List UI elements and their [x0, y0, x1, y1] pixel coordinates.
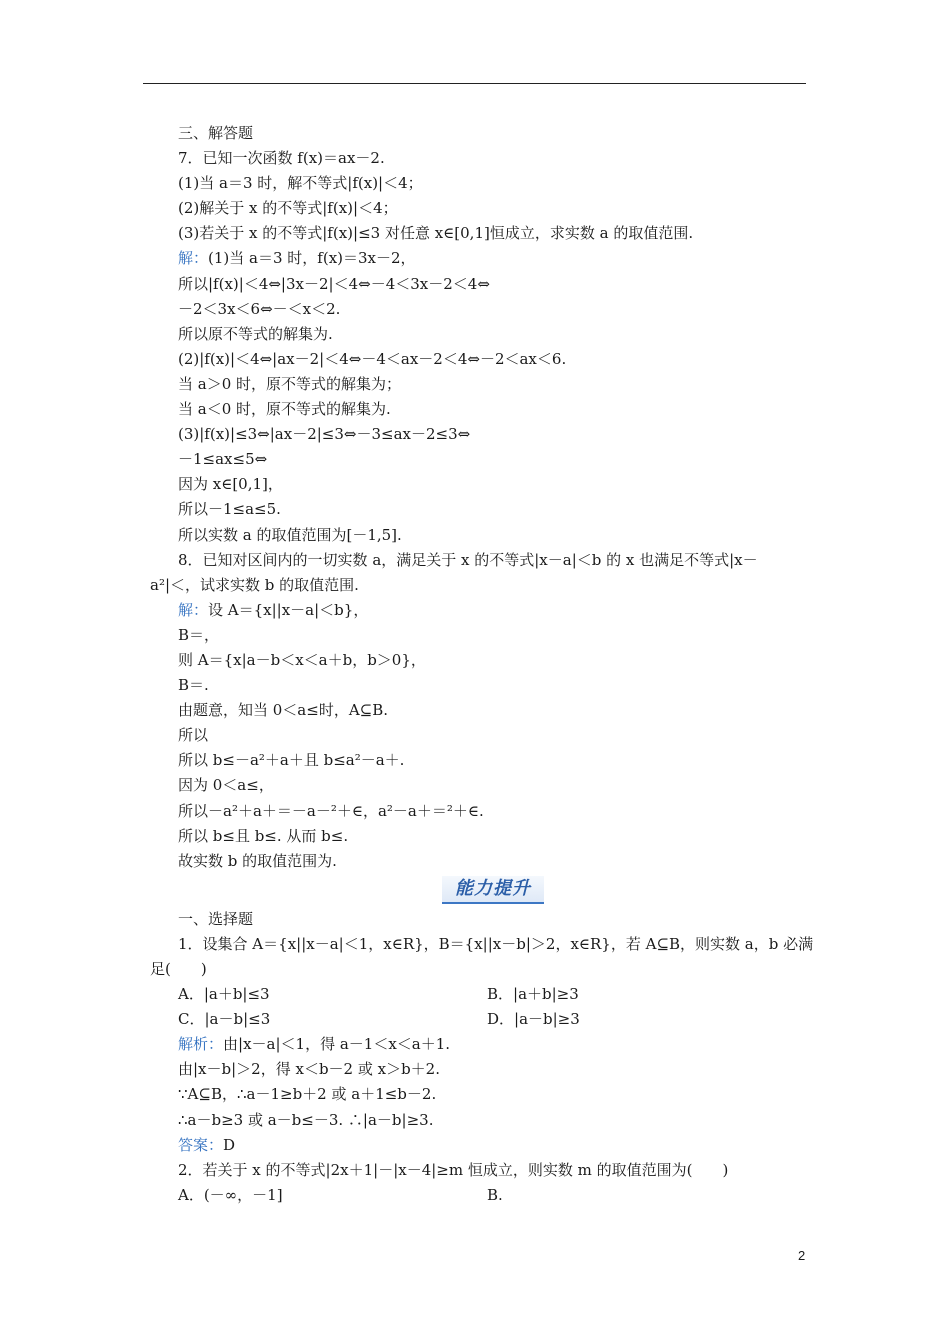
line-text: D — [223, 1135, 236, 1154]
text-line — [150, 748, 806, 773]
line-text: 由|x－b|＞2，得 x＜b－2 或 x＞b＋2. — [178, 1060, 440, 1079]
solutions-section — [150, 121, 806, 874]
line-text: a²|＜，试求实数 b 的取值范围. — [150, 575, 359, 594]
option-right: B. — [487, 1185, 503, 1204]
answer-label: 解： — [178, 249, 209, 268]
page-number: 2 — [798, 1248, 806, 1263]
line-text: 2．若关于 x 的不等式|2x＋1|－|x－4|≥m 恒成立，则实数 m 的取值范围为( ) — [178, 1160, 729, 1179]
answer-label: 解： — [178, 600, 209, 619]
line-text: 所以|f(x)|＜4⇔|3x－2|＜4⇔－4＜3x－2＜4⇔ — [178, 274, 490, 293]
line-text: A．|a＋b|≤3 — [178, 985, 270, 1004]
line-text: 当 a＜0 时，原不等式的解集为. — [178, 400, 391, 419]
line-text: －2＜3x＜6⇔－＜x＜2. — [178, 299, 341, 318]
text-line — [150, 246, 806, 271]
text-line — [150, 849, 806, 874]
answer-label: 答案： — [178, 1135, 224, 1154]
text-line — [150, 322, 806, 347]
option-right: B．|a＋b|≥3 — [487, 985, 579, 1004]
text-line — [150, 982, 806, 1007]
line-text: ∴a－b≥3 或 a－b≤－3. ∴|a－b|≥3. — [178, 1110, 434, 1129]
line-text: 所以－a²＋a＋＝－a－²＋∈，a²－a＋＝²＋∈. — [178, 801, 484, 820]
line-text: 三、解答题 — [178, 124, 254, 142]
text-line — [150, 548, 806, 573]
text-line — [150, 1158, 806, 1183]
line-text: 1．设集合 A＝{x||x－a|＜1，x∈R}，B＝{x||x－b|＞2，x∈R}，若 A⊆B，则实数 a，b 必满 — [178, 934, 814, 953]
text-line — [150, 648, 806, 673]
text-line — [150, 799, 806, 824]
line-text: 所以 — [178, 726, 209, 745]
text-line — [150, 297, 806, 322]
text-line — [150, 773, 806, 798]
ability-banner — [442, 876, 544, 904]
line-text: 所以－1≤a≤5. — [178, 500, 281, 519]
banner-title: 能力提升 — [455, 877, 531, 899]
document-body — [150, 121, 814, 1208]
text-line — [150, 272, 806, 297]
line-text: 故实数 b 的取值范围为. — [178, 851, 337, 870]
text-line — [150, 372, 806, 397]
text-line — [150, 1007, 806, 1032]
line-text: 所以 b≤且 b≤. 从而 b≤. — [178, 826, 349, 845]
line-text: 所以实数 a 的取值范围为[－1,5]. — [178, 525, 402, 544]
line-text: 8．已知对区间内的一切实数 a，满足关于 x 的不等式|x－a|＜b 的 x 也满足不等式|x－ — [178, 550, 758, 569]
line-text: (3)|f(x)|≤3⇔|ax－2|≤3⇔－3≤ax－2≤3⇔ — [178, 425, 471, 444]
text-line — [150, 723, 806, 748]
text-line — [150, 397, 806, 422]
line-text: ∵A⊆B，∴a－1≥b＋2 或 a＋1≤b－2. — [178, 1085, 437, 1104]
text-line — [150, 1183, 806, 1208]
answer-label: 解析： — [178, 1035, 224, 1054]
text-line — [150, 573, 806, 598]
text-line — [150, 1108, 806, 1133]
line-text: 所以原不等式的解集为. — [178, 324, 333, 343]
text-line — [150, 1057, 806, 1082]
text-line — [150, 497, 806, 522]
text-line — [150, 1133, 806, 1158]
text-line — [150, 196, 806, 221]
text-line — [150, 422, 806, 447]
ability-banner-row — [150, 874, 806, 907]
line-text: B＝， — [178, 625, 220, 644]
text-line — [150, 472, 806, 497]
line-text: 由题意，知当 0＜a≤时，A⊆B. — [178, 701, 389, 720]
text-line — [150, 1082, 806, 1107]
header-rule — [143, 83, 806, 84]
line-text: 所以 b≤－a²＋a＋且 b≤a²－a＋. — [178, 751, 405, 770]
text-line — [150, 447, 806, 472]
line-text: C．|a－b|≤3 — [178, 1010, 271, 1029]
text-line — [150, 221, 806, 246]
text-line — [150, 1032, 806, 1057]
text-line — [150, 907, 806, 932]
line-text: (2)|f(x)|＜4⇔|ax－2|＜4⇔－4＜ax－2＜4⇔－2＜ax＜6. — [178, 349, 567, 368]
text-line — [150, 673, 806, 698]
line-text: 7．已知一次函数 f(x)＝ax－2. — [178, 149, 385, 168]
text-line — [150, 932, 814, 957]
choice-section — [150, 907, 814, 1208]
option-right: D．|a－b|≥3 — [487, 1010, 580, 1029]
line-text: (1)当 a＝3 时，解不等式|f(x)|＜4； — [178, 174, 423, 193]
text-line — [150, 347, 806, 372]
line-text: 足( ) — [150, 960, 207, 978]
line-text: 因为 x∈[0,1]， — [178, 475, 283, 494]
line-text: 因为 0＜a≤， — [178, 776, 274, 795]
line-text: 由|x－a|＜1，得 a－1＜x＜a＋1. — [223, 1035, 451, 1054]
line-text: 一、选择题 — [178, 909, 254, 928]
line-text: (1)当 a＝3 时，f(x)＝3x－2， — [208, 249, 416, 268]
line-text: 则 A＝{x|a－b＜x＜a＋b，b＞0}， — [178, 650, 426, 669]
text-line — [150, 598, 806, 623]
line-text: (3)若关于 x 的不等式|f(x)|≤3 对任意 x∈[0,1]恒成立，求实数 a 的取值范围. — [178, 224, 694, 243]
line-text: B＝. — [178, 676, 209, 695]
text-line — [150, 698, 806, 723]
line-text: 当 a＞0 时，原不等式的解集为； — [178, 374, 402, 393]
text-line — [150, 523, 806, 548]
text-line — [150, 957, 806, 982]
text-line — [150, 623, 806, 648]
text-line — [150, 171, 806, 196]
text-line — [150, 824, 806, 849]
line-text: (2)解关于 x 的不等式|f(x)|＜4； — [178, 199, 398, 218]
line-text: 设 A＝{x||x－a|＜b}， — [208, 600, 369, 619]
text-line — [150, 146, 806, 171]
line-text: －1≤ax≤5⇔ — [178, 450, 268, 469]
text-line — [150, 121, 806, 146]
line-text: A．(－∞，－1] — [178, 1185, 283, 1204]
